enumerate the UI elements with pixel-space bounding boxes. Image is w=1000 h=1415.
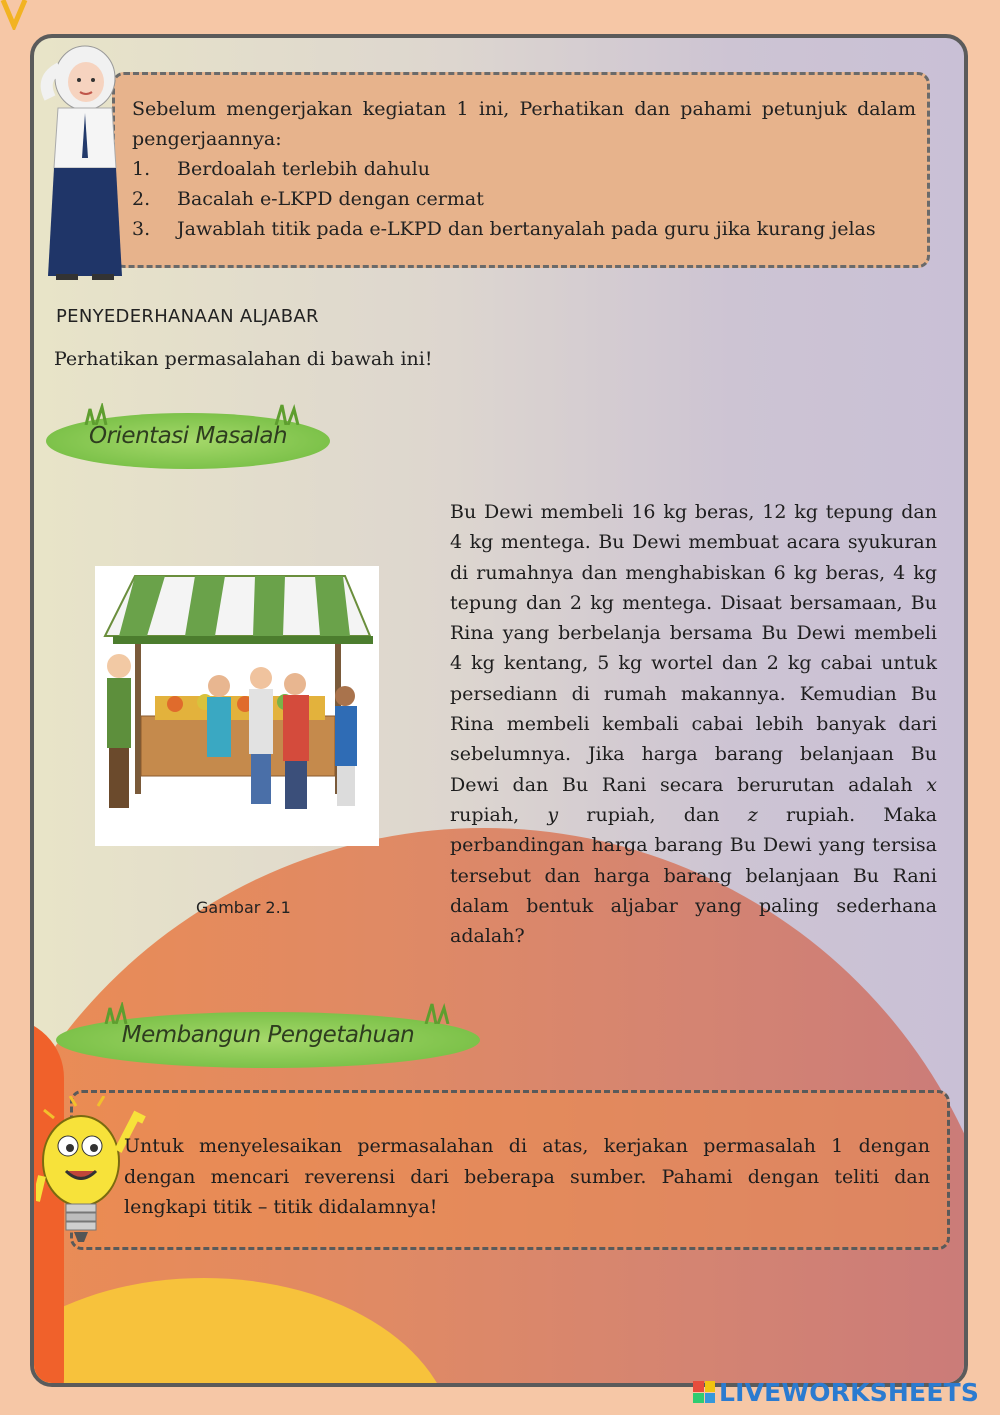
decorative-orange-strip [30, 1018, 64, 1387]
instruction-intro: Sebelum mengerjakan kegiatan 1 ini, Perhatikan dan pahami petunjuk dalam pengerjaannya: [132, 98, 916, 150]
instruction-list [132, 154, 916, 244]
intro-line: Perhatikan permasalahan di bawah ini! [54, 348, 433, 370]
brand-name: LIVEWORKSHEETS [719, 1377, 980, 1407]
instruction-step: 1. Berdoalah terlebih dahulu [132, 158, 430, 180]
variable-z: z [747, 803, 758, 826]
liveworksheets-logo-icon [693, 1381, 715, 1403]
image-caption: Gambar 2.1 [196, 898, 291, 917]
orientation-label-text: Orientasi Masalah [88, 423, 288, 449]
instruction-text [132, 94, 916, 244]
brand-footer[interactable] [693, 1378, 979, 1406]
knowledge-label [56, 1012, 480, 1068]
knowledge-label-text: Membangun Pengetahuan [121, 1022, 415, 1048]
task-text: Untuk menyelesaikan permasalahan di atas, kerjakan permasalah 1 dengan dengan mencari reverensi dari beberapa sumber. Pahami dengan teliti dan lengkapi titik – titik didalamnya! [124, 1135, 930, 1218]
orientation-label [46, 413, 330, 469]
instruction-step: 3. Jawablah titik pada e-LKPD dan bertanyalah pada guru jika kurang jelas [132, 218, 876, 240]
problem-story: Bu Dewi membeli 16 kg beras, 12 kg tepung dan 4 kg mentega. Bu Dewi membuat acara syukuran di rumahnya dan menghabiskan 6 kg beras, 4 kg tepung dan 2 kg mentega. Disaat bersamaan, Bu Rina yang berbelanja bersama Bu Dewi membeli 4 kg kentang, 5 kg wortel dan 2 kg cabai untuk persediann di rumah makannya. Kemudian Bu Rina membeli kembali cabai lebih banyak dari sebelumnya. Jika harga barang belanjaan Bu Dewi dan Bu Rani secara berurutan adalah x rupiah, y rupiah, dan z rupiah. Maka perbandingan harga barang Bu Dewi yang tersisa tersebut dan harga barang belanjaan Bu Rani dalam bentuk aljabar yang paling sederhana adalah? [450, 501, 938, 948]
market-illustration [95, 566, 379, 846]
corner-flower-icon [0, 0, 30, 30]
market-stall-icon [95, 566, 379, 846]
variable-x: x [926, 773, 937, 796]
instruction-step: 2. Bacalah e-LKPD dengan cermat [132, 188, 484, 210]
variable-y: y [547, 803, 559, 826]
section-title: PENYEDERHANAAN ALJABAR [56, 306, 319, 327]
